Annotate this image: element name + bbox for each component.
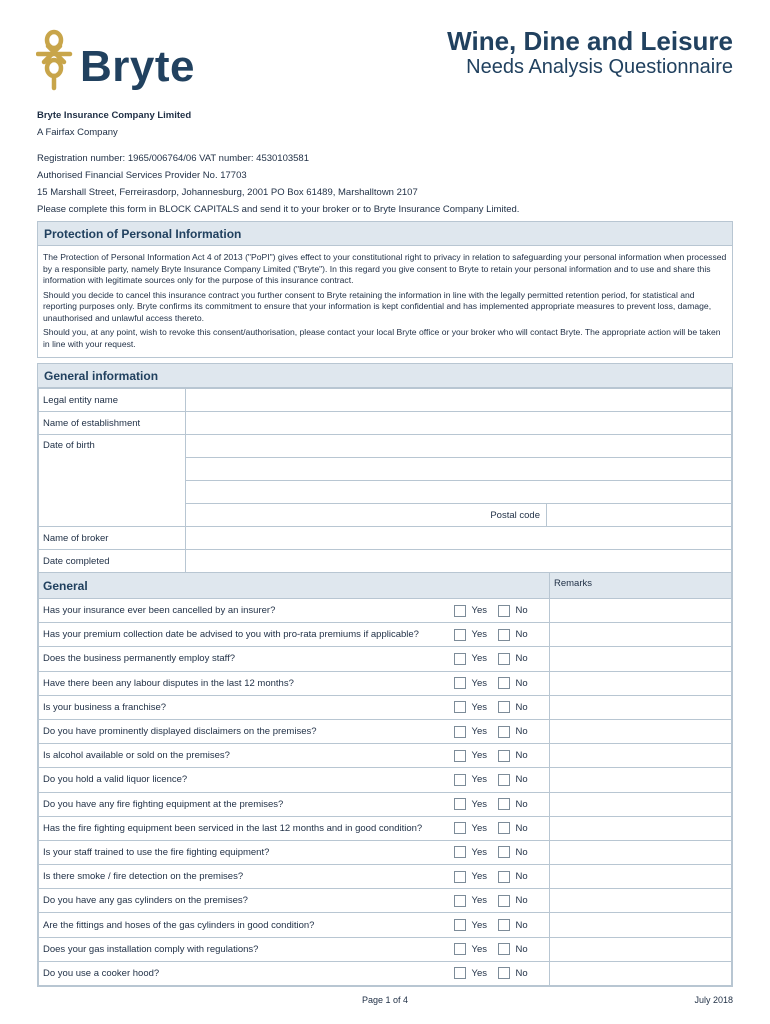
question-text: Do you have any gas cylinders on the premises? [39,889,454,913]
yes-checkbox[interactable] [454,846,466,858]
no-label: No [515,653,528,665]
popi-paragraph: Should you, at any point, wish to revoke this consent/authorisation, please contact your local Bryte office or your broker who will contact Bryte. The appropriate action will be taken in line with your request. [43,327,721,349]
general-information-section [37,363,733,574]
document-date: July 2018 [694,995,733,1005]
yes-label: Yes [471,653,487,665]
question-text: Is there smoke / fire detection on the premises? [39,865,454,889]
question-options [454,768,550,792]
no-label: No [515,822,528,834]
no-label: No [515,726,528,738]
no-checkbox[interactable] [498,726,510,738]
no-checkbox[interactable] [498,653,510,665]
remarks-heading: Remarks [550,573,732,599]
remarks-field[interactable] [550,719,732,743]
question-row [39,599,732,623]
yes-label: Yes [471,967,487,979]
no-checkbox[interactable] [498,750,510,762]
question-text: Has your insurance ever been cancelled by an insurer? [39,599,454,623]
question-options [454,719,550,743]
broker-label: Name of broker [39,527,186,550]
no-label: No [515,701,528,713]
question-text: Do you have any fire fighting equipment at the premises? [39,792,454,816]
yes-checkbox[interactable] [454,653,466,665]
date-completed-field[interactable] [186,550,732,573]
general-questions-table [38,572,732,986]
no-label: No [515,774,528,786]
remarks-field[interactable] [550,695,732,719]
yes-label: Yes [471,677,487,689]
yes-label: Yes [471,750,487,762]
general-section [37,572,733,987]
question-text: Do you have prominently displayed disclaimers on the premises? [39,719,454,743]
question-options [454,840,550,864]
date-of-birth-label: Date of birth [39,435,186,527]
popi-body [38,246,732,357]
question-options [454,599,550,623]
yes-label: Yes [471,943,487,955]
broker-field[interactable] [186,527,732,550]
no-checkbox[interactable] [498,605,510,617]
remarks-field[interactable] [550,647,732,671]
question-row [39,961,732,985]
question-row [39,744,732,768]
remarks-field[interactable] [550,744,732,768]
remarks-field[interactable] [550,961,732,985]
popi-paragraph: The Protection of Personal Information Act 4 of 2013 ("PoPI") gives effect to your constitutional right to privacy in relation to safeguarding your personal information when processed by a responsible party, namely Bryte Insurance Company Limited ("Bryte"). In this regard you give consent to Bryte to retain your personal information and to use and share this information with legitimate sources only for the purpose of this insurance contract. [43,252,727,285]
company-info [37,107,519,218]
remarks-field[interactable] [550,937,732,961]
popi-section [37,221,733,358]
yes-label: Yes [471,846,487,858]
postal-code-label: Postal code [186,504,547,527]
yes-label: Yes [471,919,487,931]
yes-checkbox[interactable] [454,919,466,931]
yes-checkbox[interactable] [454,701,466,713]
page-number: Page 1 of 4 [361,995,409,1005]
question-options [454,647,550,671]
no-checkbox[interactable] [498,677,510,689]
bryte-logo [36,28,216,94]
document-subtitle: Needs Analysis Questionnaire [466,56,733,78]
yes-checkbox[interactable] [454,629,466,641]
yes-checkbox[interactable] [454,822,466,834]
question-row [39,647,732,671]
yes-label: Yes [471,822,487,834]
remarks-field[interactable] [550,913,732,937]
remarks-field[interactable] [550,816,732,840]
remarks-field[interactable] [550,889,732,913]
form-instruction: Please complete this form in BLOCK CAPITALS and send it to your broker or to Bryte Insurance Company Limited. [37,204,520,215]
remarks-field[interactable] [550,865,732,889]
no-label: No [515,895,528,907]
question-text: Has the fire fighting equipment been serviced in the last 12 months and in good condition? [39,816,454,840]
remarks-field[interactable] [550,768,732,792]
question-options [454,792,550,816]
address-line-field[interactable] [186,458,732,481]
no-checkbox[interactable] [498,846,510,858]
no-checkbox[interactable] [498,943,510,955]
question-options [454,889,550,913]
question-text: Has your premium collection date be advised to you with pro-rata premiums if applicable? [39,623,454,647]
company-parent: A Fairfax Company [37,127,118,138]
yes-checkbox[interactable] [454,605,466,617]
question-options [454,913,550,937]
yes-checkbox[interactable] [454,895,466,907]
yes-checkbox[interactable] [454,774,466,786]
no-checkbox[interactable] [498,822,510,834]
establishment-label: Name of establishment [39,412,186,435]
yes-label: Yes [471,629,487,641]
no-label: No [515,798,528,810]
no-label: No [515,605,528,617]
remarks-field[interactable] [550,623,732,647]
question-options [454,695,550,719]
question-text: Does your gas installation comply with regulations? [39,937,454,961]
question-text: Does the business permanently employ staff? [39,647,454,671]
establishment-field[interactable] [186,412,732,435]
no-label: No [515,750,528,762]
yes-checkbox[interactable] [454,798,466,810]
question-row [39,937,732,961]
no-checkbox[interactable] [498,895,510,907]
remarks-field[interactable] [550,792,732,816]
company-address: 15 Marshall Street, Ferreirasdorp, Johannesburg, 2001 PO Box 61489, Marshalltown 2107 [37,187,418,198]
bryte-knot-icon [36,28,80,94]
no-checkbox[interactable] [498,871,510,883]
question-row [39,623,732,647]
question-text: Do you use a cooker hood? [39,961,454,985]
question-text: Do you hold a valid liquor licence? [39,768,454,792]
legal-entity-field[interactable] [186,389,732,412]
popi-heading: Protection of Personal Information [38,222,732,246]
document-title: Wine, Dine and Leisure [447,26,733,56]
question-row [39,865,732,889]
no-label: No [515,967,528,979]
question-text: Have there been any labour disputes in the last 12 months? [39,671,454,695]
no-checkbox[interactable] [498,629,510,641]
question-options [454,744,550,768]
yes-label: Yes [471,726,487,738]
question-options [454,623,550,647]
question-row [39,792,732,816]
question-text: Is your staff trained to use the fire fighting equipment? [39,840,454,864]
postal-code-field[interactable] [547,504,732,527]
remarks-field[interactable] [550,599,732,623]
brand-name: Bryte [80,42,195,91]
address-line-field[interactable] [186,481,732,504]
no-checkbox[interactable] [498,967,510,979]
question-text: Are the fittings and hoses of the gas cylinders in good condition? [39,913,454,937]
no-label: No [515,846,528,858]
no-label: No [515,629,528,641]
remarks-field[interactable] [550,840,732,864]
no-label: No [515,677,528,689]
no-label: No [515,943,528,955]
yes-checkbox[interactable] [454,871,466,883]
question-text: Is your business a franchise? [39,695,454,719]
no-label: No [515,919,528,931]
question-row [39,816,732,840]
yes-checkbox[interactable] [454,943,466,955]
question-options [454,865,550,889]
yes-checkbox[interactable] [454,726,466,738]
date-of-birth-field[interactable] [186,435,732,458]
general-information-table [38,388,732,573]
no-checkbox[interactable] [498,798,510,810]
popi-paragraph: Should you decide to cancel this insurance contract you further consent to Bryte retaining the information in line with the legally permitted retention period, for statistical and reporting purposes only. Bryte confirms its commitment to ensure that your information is kept confidential and has implemented appropriate measures to prevent loss, damage, unauthorised and unlawful access thereto. [43,289,712,323]
question-options [454,937,550,961]
company-name: Bryte Insurance Company Limited [37,110,192,121]
yes-checkbox[interactable] [454,967,466,979]
question-row [39,719,732,743]
yes-label: Yes [471,605,487,617]
yes-label: Yes [471,798,487,810]
question-options [454,961,550,985]
no-checkbox[interactable] [498,774,510,786]
question-row [39,695,732,719]
question-row [39,889,732,913]
no-checkbox[interactable] [498,919,510,931]
no-label: No [515,871,528,883]
question-options [454,671,550,695]
company-fsp: Authorised Financial Services Provider No. 17703 [37,170,247,181]
question-text: Is alcohol available or sold on the premises? [39,744,454,768]
yes-label: Yes [471,871,487,883]
question-row [39,768,732,792]
yes-checkbox[interactable] [454,750,466,762]
legal-entity-label: Legal entity name [39,389,186,412]
general-heading: General [39,573,550,599]
question-options [454,816,550,840]
question-row [39,913,732,937]
question-row [39,840,732,864]
question-row [39,671,732,695]
yes-label: Yes [471,774,487,786]
yes-label: Yes [471,895,487,907]
company-registration: Registration number: 1965/006764/06 VAT number: 4530103581 [37,153,309,164]
general-information-heading: General information [38,364,732,388]
yes-label: Yes [471,701,487,713]
date-completed-label: Date completed [39,550,186,573]
no-checkbox[interactable] [498,701,510,713]
remarks-field[interactable] [550,671,732,695]
yes-checkbox[interactable] [454,677,466,689]
